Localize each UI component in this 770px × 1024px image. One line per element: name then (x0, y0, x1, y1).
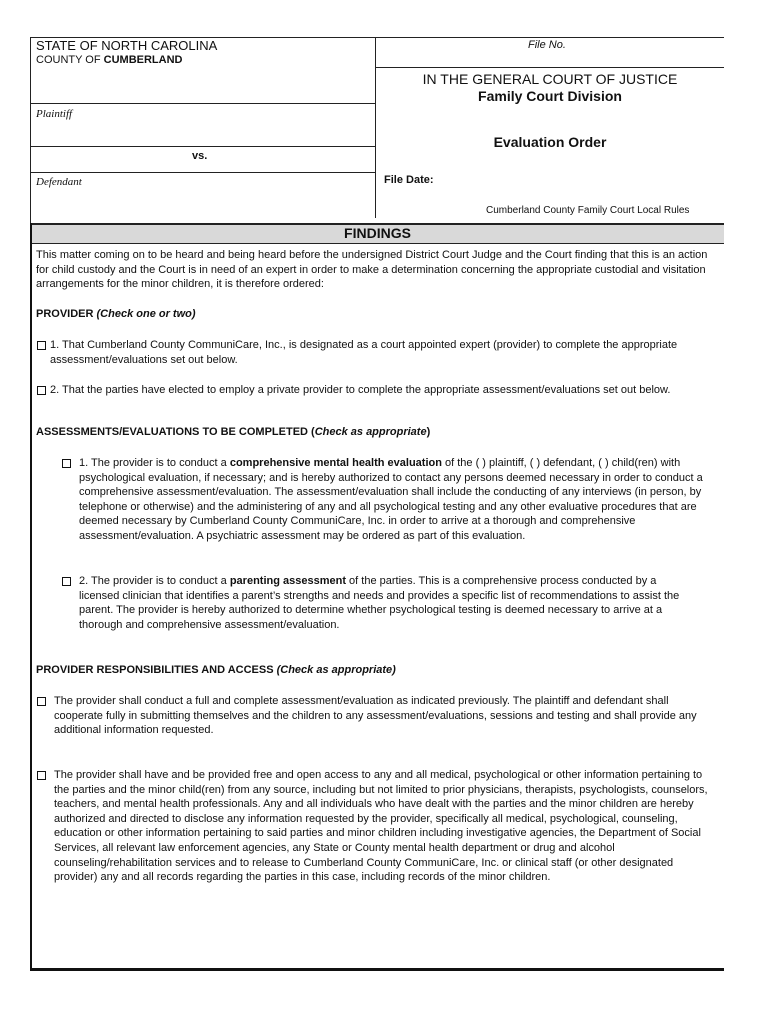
provider-option-1-text: 1. That Cumberland County CommuniCare, Inc., is designated as a court appointed expert (provider) to complete the appropriate assessment/evaluations set out below. (50, 339, 678, 366)
body-bottom-border (30, 968, 724, 971)
court-line-1: IN THE GENERAL COURT OF JUSTICE (422, 71, 678, 87)
file-no-label: File No. (528, 39, 566, 51)
fileno-bottom-rule (375, 67, 724, 68)
provider-option-1-checkbox[interactable] (37, 341, 46, 350)
document-title: Evaluation Order (493, 134, 607, 150)
provider-heading: PROVIDER (Check one or two) (36, 308, 196, 320)
header-left-border (30, 37, 31, 223)
responsibility-2-text: The provider shall have and be provided free and open access to any and all medical, psychological or other information pertaining to the parties and the minor child(ren) from any source, including but not limited to prior physicians, therapists, psychologists, counselors, teachers, and mental health professionals. Any and all individuals who have dealt with the parties and the minor children are hereby authorized and directed to disclose any information requested by the provider, specifically all medical, psychological, counseling, education or other information pertaining to said parties and minor children including investigative agencies, the Department of Social Services, all relevant law enforcement agencies, any State or County mental health department or drug and alcohol counseling/rehabilitation services and to release to Cumberland County CommuniCare, Inc. or clinical staff (or other designated provider) any and all records regarding the parties in this case, including records of the minor children. (54, 769, 708, 884)
responsibility-2-checkbox[interactable] (37, 771, 46, 780)
county-name: CUMBERLAND (103, 54, 183, 66)
plaintiff-bottom-rule (30, 146, 375, 147)
defendant-label: Defendant (36, 176, 82, 188)
county-bottom-rule (30, 103, 375, 104)
local-rules-label: Cumberland County Family Court Local Rules (486, 205, 690, 216)
vs-bottom-rule (30, 172, 375, 173)
assessment-2-text: 2. The provider is to conduct a parenting assessment of the parties. This is a comprehensive process conducted by a licensed clinician that identifies a parent’s strengths and needs and provides a specific list of recommendations to assist the parent. The provider is hereby authorized to determine whether psychological testing is deemed necessary to arrive at a thorough and comprehensive assessment/evaluation. (79, 575, 680, 631)
assessment-1-checkbox[interactable] (62, 459, 71, 468)
vs-label: vs. (192, 150, 208, 162)
provider-option-2-checkbox[interactable] (37, 386, 46, 395)
plaintiff-label: Plaintiff (36, 108, 73, 120)
assessment-1-text: 1. The provider is to conduct a comprehensive mental health evaluation of the ( ) plaintiff, ( ) defendant, ( ) child(ren) with psychological evaluation, if necessary; and is hereby authorized to contact any persons deemed necessary in order to conduct a comprehensive assessment/evaluation. The assessment/evaluation shall include the conducting of any interviews (in person, by telephone or otherwise) and the administering of any and all psychological testing and any other evaluative procedures that are deemed necessary by Cumberland County CommuniCare, Inc. in order to arrive at a thorough and comprehensive assessment/evaluation. A psychiatric assessment may be ordered as part of this evaluation. (79, 457, 703, 542)
findings-title: FINDINGS (344, 225, 411, 241)
state-label: STATE OF NORTH CAROLINA (36, 38, 218, 53)
header-center-divider (375, 37, 376, 218)
file-date-label: File Date: (384, 174, 434, 186)
responsibility-1-checkbox[interactable] (37, 697, 46, 706)
county-line: COUNTY OF CUMBERLAND (36, 54, 183, 66)
assessments-heading: ASSESSMENTS/EVALUATIONS TO BE COMPLETED (Check as appropriate) (36, 426, 431, 438)
assessment-2-checkbox[interactable] (62, 577, 71, 586)
responsibility-1-text: The provider shall conduct a full and complete assessment/evaluation as indicated previously. The plaintiff and defendant shall cooperate fully in submitting themselves and the children to any assessment/evaluations, sessions and testing and shall provide any additional information requested. (54, 695, 697, 737)
court-line-2: Family Court Division (478, 88, 622, 104)
findings-intro: This matter coming on to be heard and being heard before the undersigned District Court Judge and the Court finding that this is an action for child custody and the Court is in need of an expert in order to make a determination concerning the appropriate custodial and visitation arrangements for the minor children, it is therefore ordered: (36, 249, 708, 291)
provider-option-2-text: 2. That the parties have elected to employ a private provider to complete the appropriate assessment/evaluations set out below. (50, 384, 671, 396)
responsibilities-heading: PROVIDER RESPONSIBILITIES AND ACCESS (Check as appropriate) (36, 664, 396, 676)
body-left-border (30, 223, 32, 971)
